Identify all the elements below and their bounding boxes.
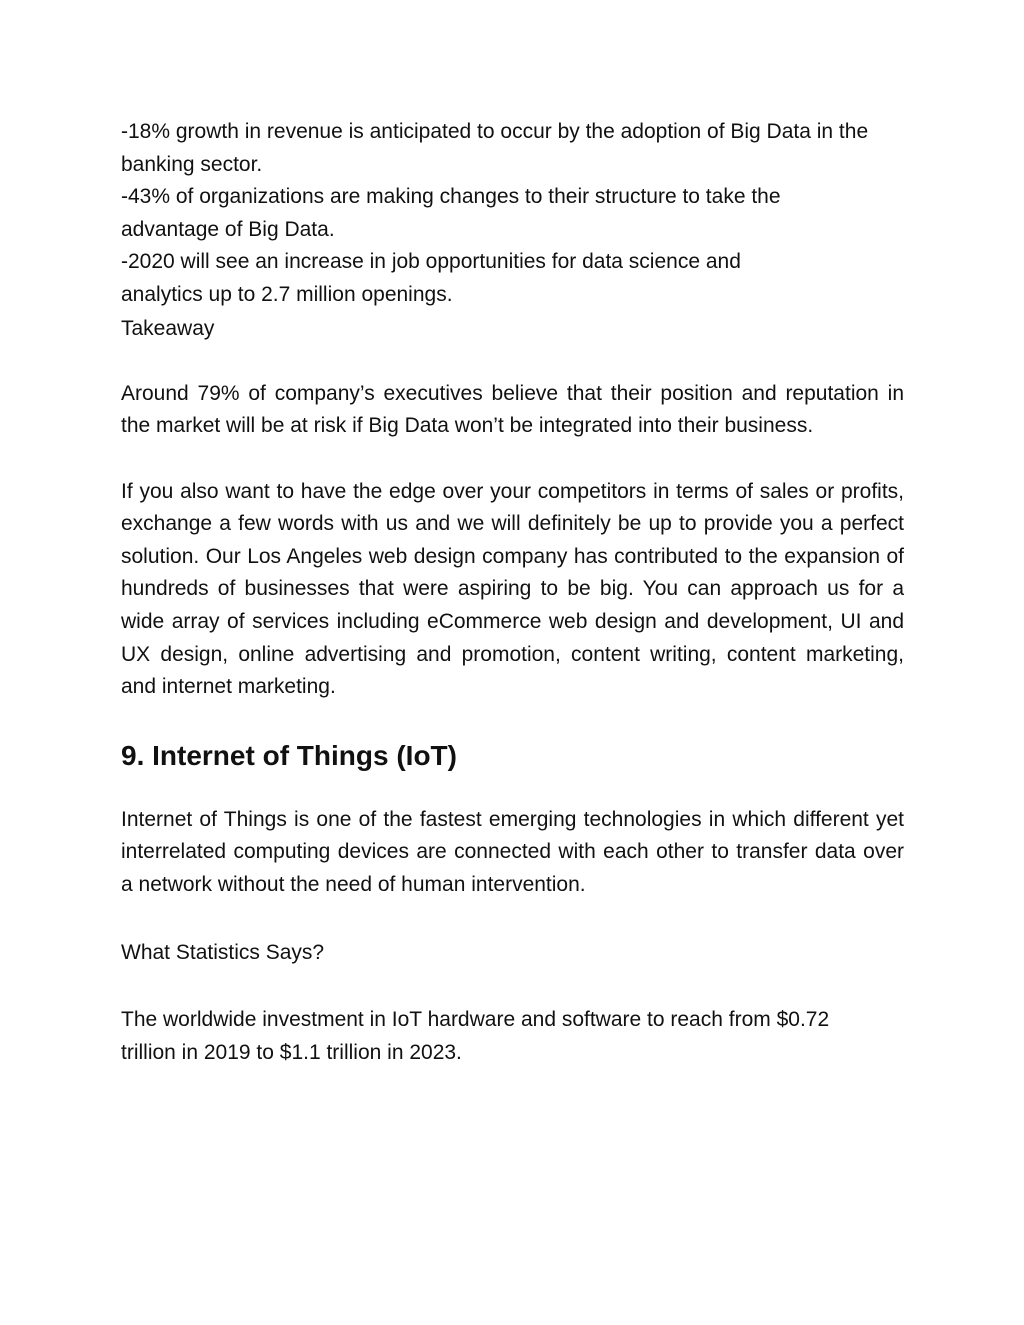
takeaway-label: Takeaway	[121, 316, 215, 340]
statistics-label: What Statistics Says?	[121, 941, 325, 965]
statistics-bullet-list	[121, 116, 904, 312]
bullet-item-banking-growth: -18% growth in revenue is anticipated to occur by the adoption of Big Data in the banking sector.	[121, 120, 869, 176]
section-heading-iot: 9. Internet of Things (IoT)	[121, 739, 457, 771]
bullet-item-job-opportunities: -2020 will see an increase in job opportunities for data science and analytics up to 2.7 million openings.	[121, 250, 741, 306]
bullet-item-organization-changes: -43% of organizations are making changes to their structure to take the advantage of Big Data.	[121, 185, 781, 241]
iot-definition-paragraph: Internet of Things is one of the fastest emerging technologies in which different yet interrelated computing devices are connected with each other to transfer data over a network without the need of human intervention.	[121, 807, 904, 896]
promo-paragraph: If you also want to have the edge over your competitors in terms of sales or profits, exchange a few words with us and we will definitely be up to provide you a perfect solution. Our Los Angeles web design company has contributed to the expansion of hundreds of businesses that were aspiring to be big. You can approach us for a wide array of services including eCommerce web design and development, UI and UX design, online advertising and promotion, content writing, content marketing, and internet marketing.	[121, 479, 904, 699]
iot-investment-paragraph: The worldwide investment in IoT hardware and software to reach from $0.72 trillion in 2019 to $1.1 trillion in 2023.	[121, 1008, 830, 1064]
takeaway-paragraph: Around 79% of company’s executives believe that their position and reputation in the market will be at risk if Big Data won’t be integrated into their business.	[121, 381, 904, 438]
document-page	[121, 116, 904, 1069]
